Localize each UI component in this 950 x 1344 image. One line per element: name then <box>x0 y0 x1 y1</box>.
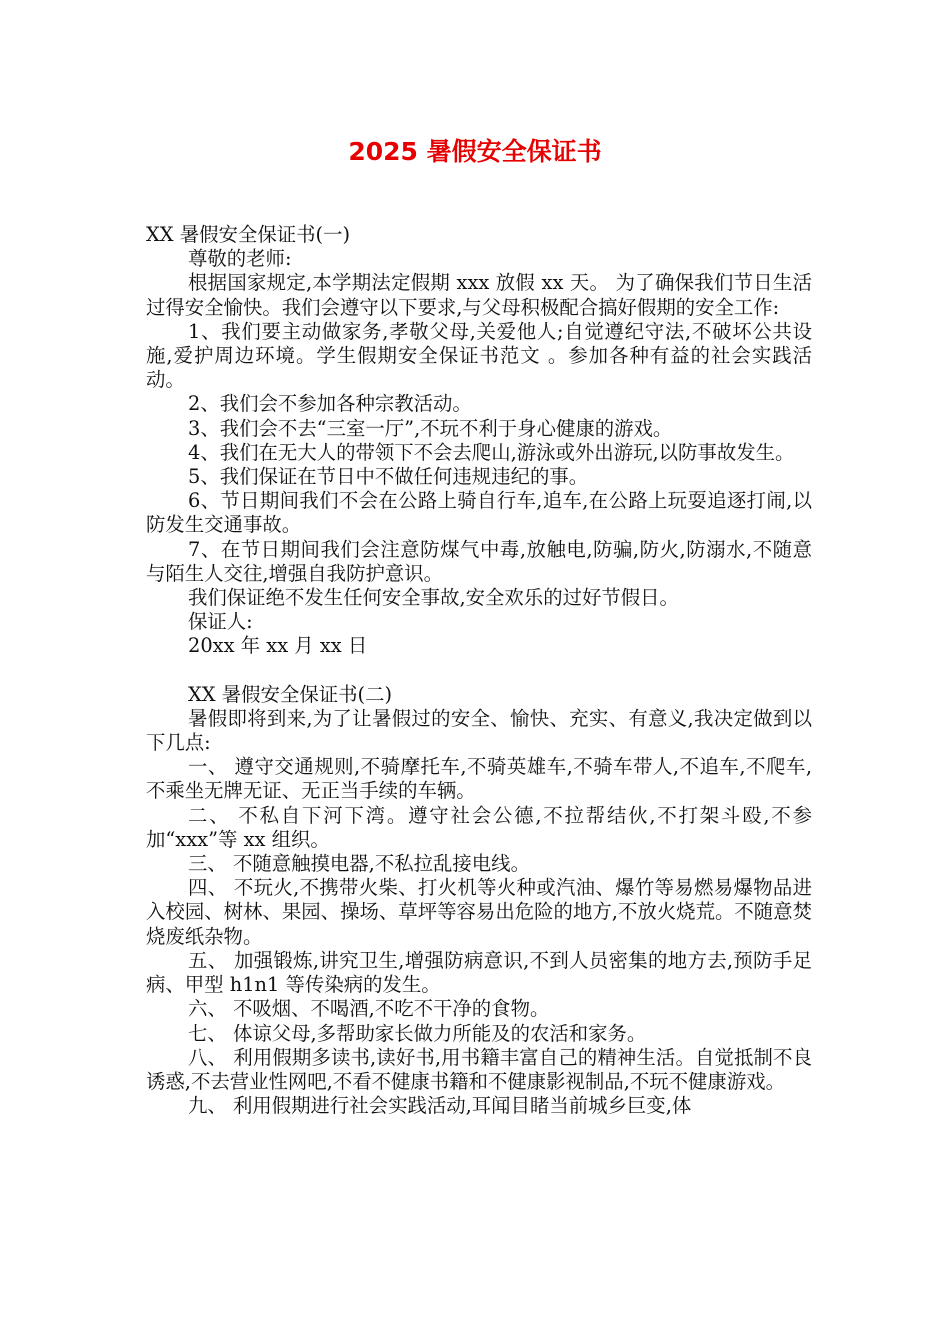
section1-item: 6、节日期间我们不会在公路上骑自行车,追车,在公路上玩耍追逐打闹,以防发生交通事故。 <box>146 489 812 537</box>
document-body <box>146 223 812 1118</box>
section-gap <box>146 659 812 683</box>
section2-item: 二、 不私自下河下湾。遵守社会公德,不拉帮结伙,不打架斗殴,不参加“xxx”等 xx 组织。 <box>146 803 812 851</box>
section1-item: 5、我们保证在节日中不做任何违规违纪的事。 <box>188 465 589 489</box>
section1-closing: 我们保证绝不发生任何安全事故,安全欢乐的过好节假日。 <box>188 586 679 610</box>
section2-item: 五、 加强锻炼,讲究卫生,增强防病意识,不到人员密集的地方去,预防手足病、甲型 h1n1 等传染病的发生。 <box>146 948 812 997</box>
section2-intro: 暑假即将到来,为了让暑假过的安全、愉快、充实、有意义,我决定做到以下几点: <box>146 706 812 755</box>
document-title: 2025 暑假安全保证书 <box>348 137 602 166</box>
section2-item: 一、 遵守交通规则,不骑摩托车,不骑英雄车,不骑车带人,不追车,不爬车,不乘坐无牌无证、无正当手续的车辆。 <box>146 755 812 803</box>
salutation: 尊敬的老师: <box>188 247 292 271</box>
section2-item: 四、 不玩火,不携带火柴、打火机等火种或汽油、爆竹等易燃易爆物品进入校园、树林、果园、操场、草坪等容易出危险的地方,不放火烧荒。不随意焚烧废纸杂物。 <box>146 876 812 948</box>
section2-item: 七、 体谅父母,多帮助家长做力所能及的农活和家务。 <box>188 1021 647 1045</box>
section1-item: 7、在节日期间我们会注意防煤气中毒,放触电,防骗,防火,防溺水,不随意与陌生人交往,增强自我防护意识。 <box>146 537 812 585</box>
section1-item: 3、我们会不去“三室一厅”,不玩不利于身心健康的游戏。 <box>188 416 673 440</box>
section2-item: 九、 利用假期进行社会实践活动,耳闻目睹当前城乡巨变,体 <box>188 1094 692 1118</box>
section1-item: 2、我们会不参加各种宗教活动。 <box>188 392 472 416</box>
section1-item: 1、我们要主动做家务,孝敬父母,关爱他人;自觉遵纪守法,不破坏公共设施,爱护周边环境。学生假期安全保证书范文 。参加各种有益的社会实践活动。 <box>146 319 812 392</box>
signer-label: 保证人: <box>188 610 253 634</box>
section1-intro: 根据国家规定,本学期法定假期 xxx 放假 xx 天。 为了确保我们节日生活过得安全愉快。我们会遵守以下要求,与父母积极配合搞好假期的安全工作: <box>146 271 812 319</box>
section1-item: 4、我们在无大人的带领下不会去爬山,游泳或外出游玩,以防事故发生。 <box>188 440 795 464</box>
section2-item: 三、 不随意触摸电器,不私拉乱接电线。 <box>188 852 530 876</box>
section2-heading: XX 暑假安全保证书(二) <box>188 682 393 706</box>
date-line: 20xx 年 xx 月 xx 日 <box>188 634 368 658</box>
section2-item: 八、 利用假期多读书,读好书,用书籍丰富自己的精神生活。自觉抵制不良诱惑,不去营业性网吧,不看不健康书籍和不健康影视制品,不玩不健康游戏。 <box>146 1045 812 1093</box>
section1-heading: XX 暑假安全保证书(一) <box>146 223 351 246</box>
section2-item: 六、 不吸烟、不喝酒,不吃不干净的食物。 <box>188 997 550 1021</box>
